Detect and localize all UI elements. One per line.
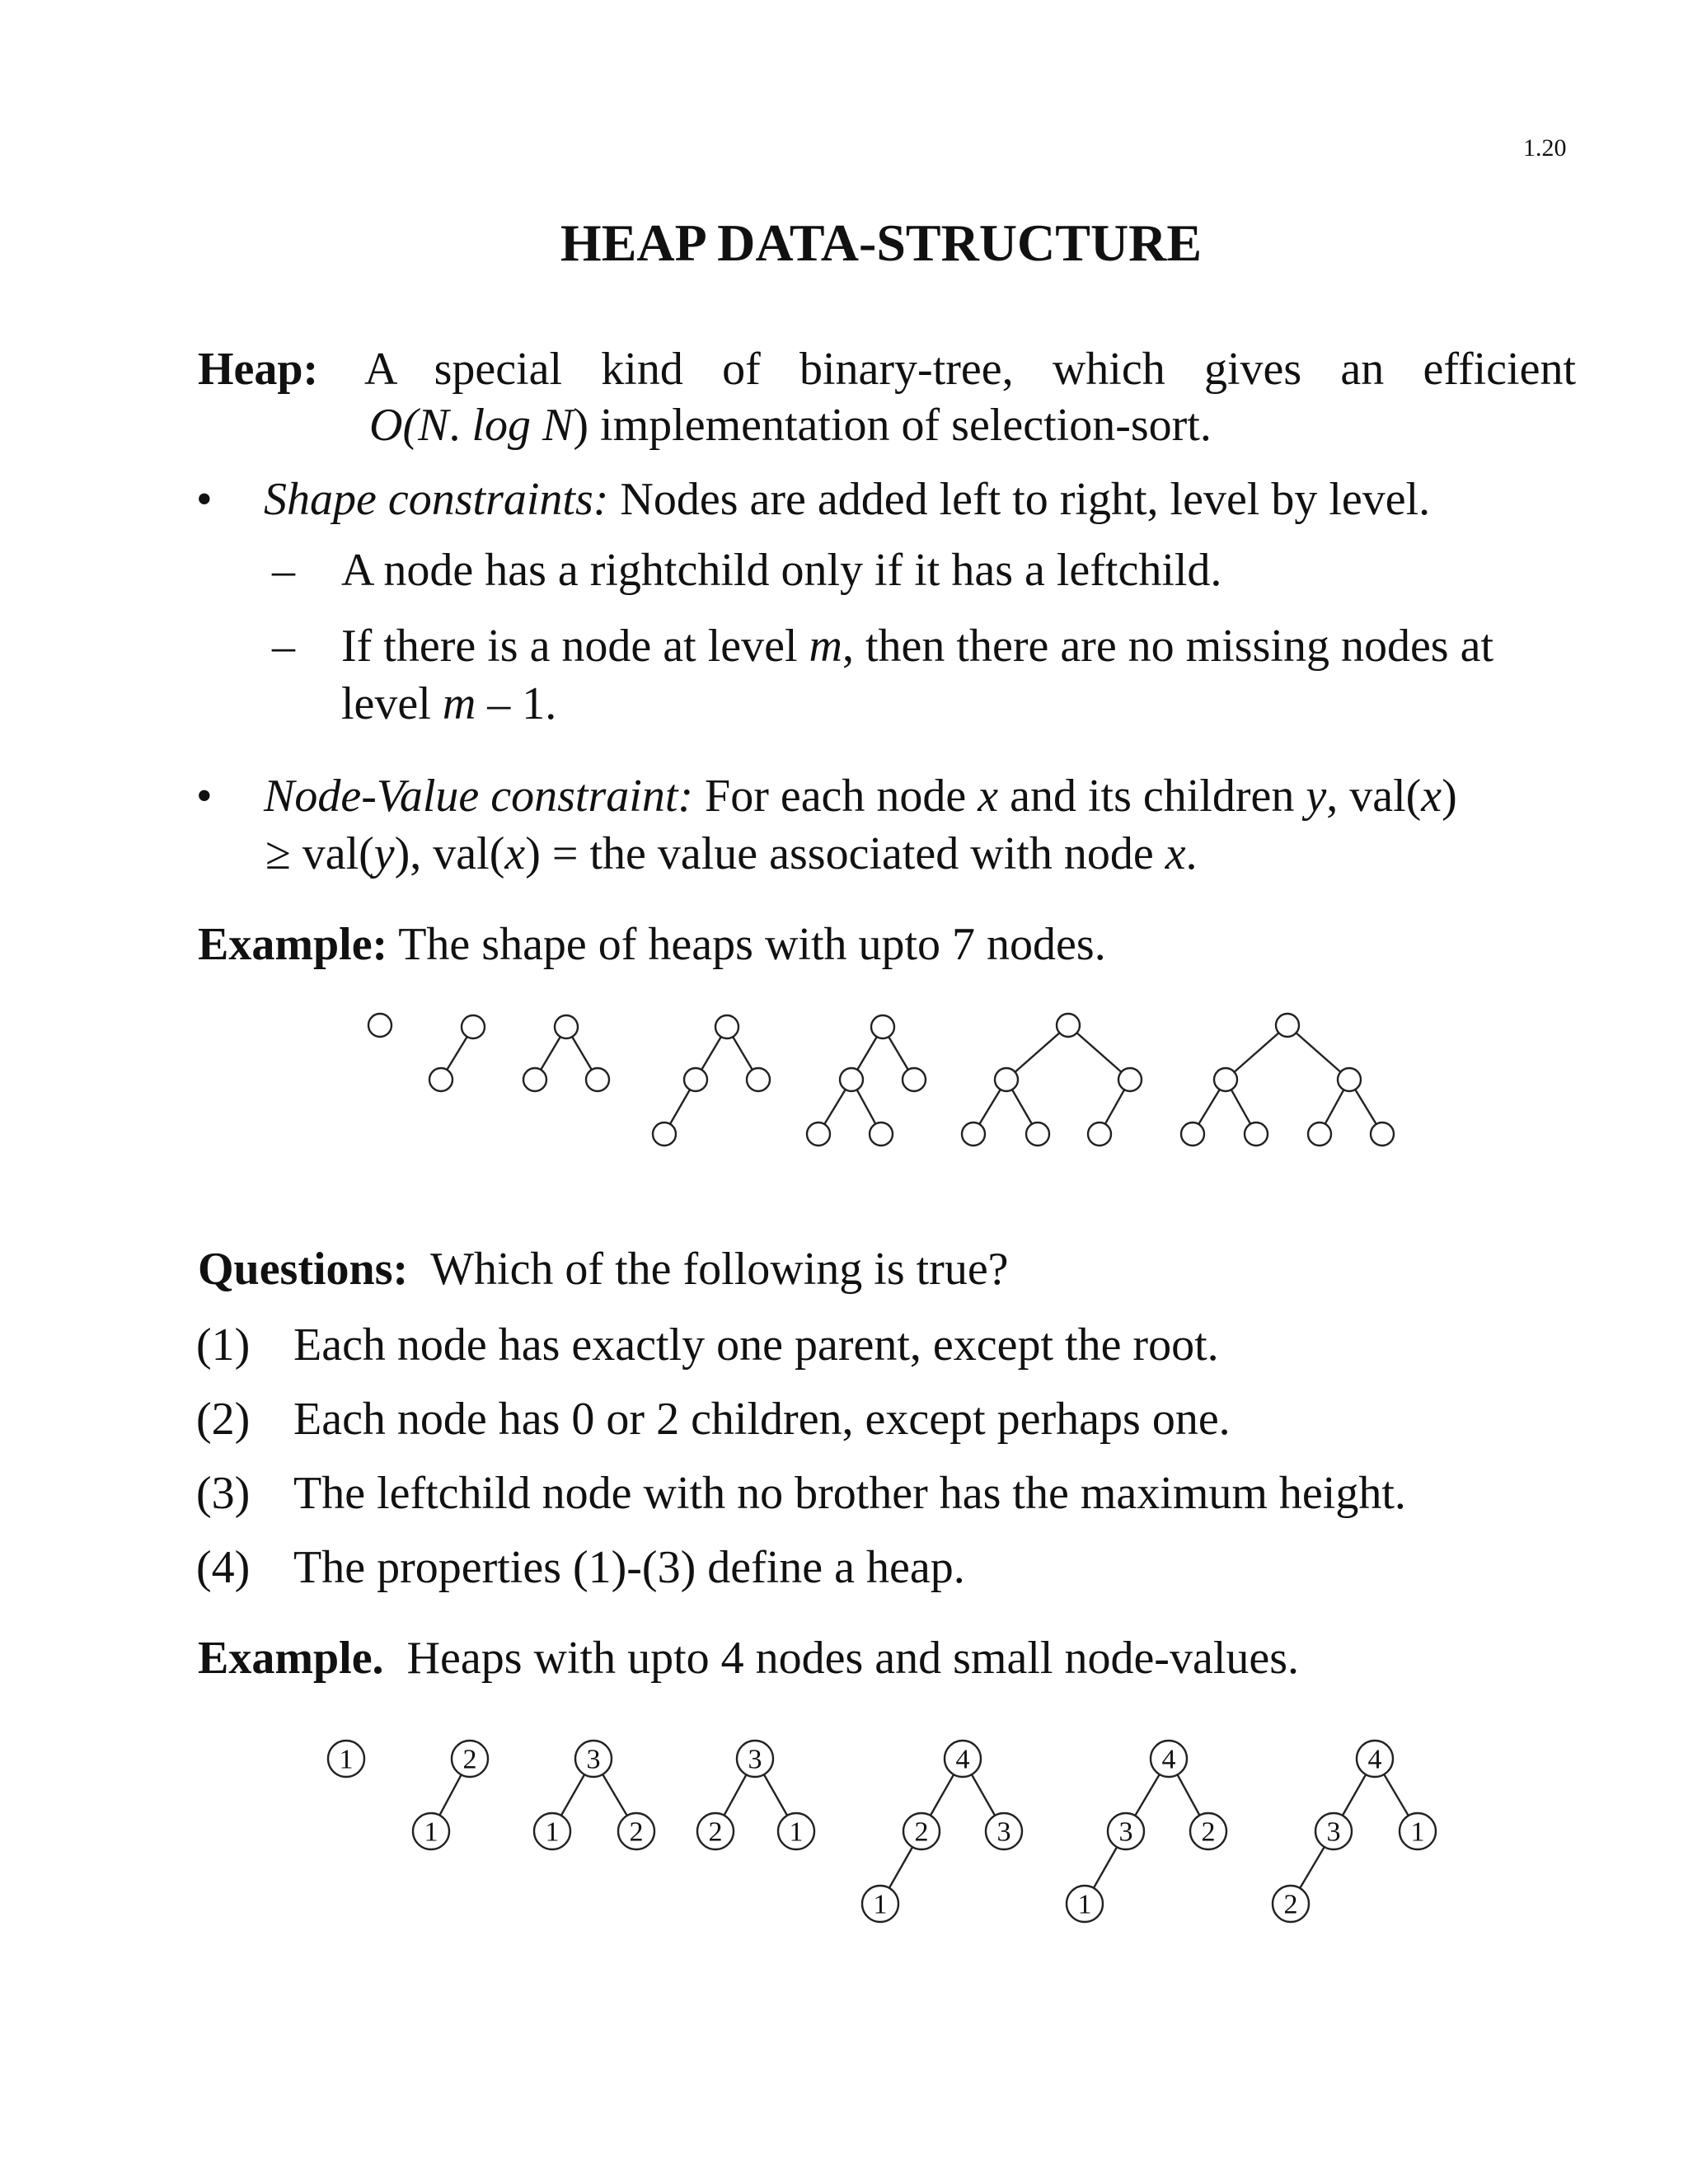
heap-tree bbox=[653, 1015, 770, 1146]
tree-edge bbox=[1135, 1774, 1160, 1816]
bullet: • bbox=[196, 474, 213, 525]
tree-node bbox=[903, 1068, 926, 1091]
heap-tree bbox=[962, 1014, 1142, 1146]
var-y: y bbox=[1306, 771, 1327, 822]
node-value: 1 bbox=[424, 1816, 438, 1848]
node-value: 2 bbox=[708, 1816, 723, 1848]
tree-edge bbox=[439, 1774, 461, 1815]
node-value: 4 bbox=[1367, 1744, 1382, 1775]
tree-node bbox=[715, 1015, 738, 1038]
tree-edge bbox=[733, 1037, 753, 1070]
var-x: x bbox=[1165, 828, 1186, 879]
question-number: (3) bbox=[196, 1468, 251, 1519]
node-value: 2 bbox=[1201, 1816, 1216, 1848]
tree-edge bbox=[1384, 1774, 1409, 1816]
tree-node bbox=[1276, 1014, 1299, 1037]
tree-node bbox=[684, 1068, 707, 1091]
tree-edge bbox=[1235, 1033, 1279, 1072]
tree-edge bbox=[1012, 1090, 1032, 1124]
tree-node bbox=[747, 1068, 770, 1091]
tree-edge bbox=[701, 1037, 721, 1070]
tree-edge bbox=[1296, 1033, 1341, 1072]
var-y: y bbox=[373, 828, 395, 879]
tree-edge bbox=[1325, 1090, 1344, 1123]
tree-node bbox=[1026, 1122, 1049, 1146]
tree-node bbox=[586, 1068, 609, 1091]
example-text: Heaps with upto 4 nodes and small node-values. bbox=[406, 1633, 1300, 1684]
tree-edge bbox=[724, 1774, 747, 1815]
node-value: 3 bbox=[996, 1816, 1011, 1848]
shape-constraints-label: Shape constraints: bbox=[264, 474, 609, 525]
question-number: (4) bbox=[196, 1542, 251, 1593]
text-fragment: For each node bbox=[705, 771, 967, 822]
node-value: 3 bbox=[1326, 1816, 1341, 1848]
text-fragment: – 1. bbox=[487, 678, 557, 729]
page-title: HEAP DATA-STRUCTURE bbox=[560, 213, 1203, 272]
heap-tree bbox=[807, 1015, 926, 1146]
node-value: 2 bbox=[629, 1816, 644, 1848]
node-value: 1 bbox=[339, 1744, 354, 1775]
var-x: x bbox=[504, 828, 526, 879]
node-value: 1 bbox=[873, 1889, 888, 1920]
tree-edge bbox=[603, 1774, 627, 1816]
text-fragment: ), val( bbox=[394, 828, 505, 879]
tree-node bbox=[1088, 1122, 1111, 1146]
node-value: 1 bbox=[545, 1816, 560, 1848]
var-m: m bbox=[442, 678, 476, 729]
question-text: Each node has exactly one parent, except the root. bbox=[293, 1319, 1219, 1371]
tree-edge bbox=[447, 1037, 467, 1070]
heaps-with-values bbox=[328, 1741, 1436, 1922]
node-value: 3 bbox=[586, 1744, 601, 1775]
heap-tree bbox=[413, 1741, 488, 1849]
var-x: x bbox=[1421, 771, 1442, 822]
tree-edge bbox=[1094, 1847, 1117, 1888]
node-value: 4 bbox=[1161, 1744, 1176, 1775]
tree-edge bbox=[1231, 1090, 1250, 1124]
node-value: 4 bbox=[955, 1744, 970, 1775]
bullet: • bbox=[196, 771, 213, 822]
example-text: The shape of heaps with upto 7 nodes. bbox=[398, 919, 1106, 970]
tree-edge bbox=[931, 1774, 954, 1816]
var-x: x bbox=[978, 771, 999, 822]
text-fragment: level bbox=[341, 678, 431, 729]
tree-edge bbox=[1198, 1090, 1219, 1124]
heap-definition-rest: implementation of selection-sort. bbox=[600, 400, 1212, 451]
example-label: Example. bbox=[198, 1633, 384, 1684]
node-value: 1 bbox=[789, 1816, 804, 1848]
tree-node bbox=[368, 1014, 392, 1037]
complexity-close: ) bbox=[573, 400, 589, 451]
question-text: Each node has 0 or 2 children, except perhaps one. bbox=[293, 1394, 1231, 1445]
tree-node bbox=[807, 1122, 830, 1146]
tree-node bbox=[962, 1122, 985, 1146]
heap-tree bbox=[328, 1741, 364, 1777]
tree-edge bbox=[979, 1090, 1000, 1124]
dash: – bbox=[272, 545, 295, 596]
tree-edge bbox=[1077, 1033, 1122, 1072]
heap-tree bbox=[697, 1741, 814, 1849]
text-fragment: , val( bbox=[1326, 771, 1422, 822]
tree-node bbox=[1118, 1068, 1142, 1091]
heap-tree bbox=[1067, 1741, 1226, 1922]
tree-edge bbox=[1015, 1033, 1060, 1072]
tree-edge bbox=[764, 1774, 787, 1816]
tree-node bbox=[555, 1015, 578, 1038]
heap-tree bbox=[534, 1741, 654, 1849]
node-value: 2 bbox=[462, 1744, 477, 1775]
shape-constraints-text: Nodes are added left to right, level by level. bbox=[620, 474, 1431, 525]
tree-edge bbox=[857, 1037, 877, 1070]
tree-edge bbox=[857, 1090, 876, 1123]
tree-edge bbox=[1178, 1774, 1200, 1815]
tree-node bbox=[1308, 1122, 1331, 1146]
tree-edge bbox=[972, 1774, 995, 1816]
tree-edge bbox=[572, 1037, 592, 1070]
tree-edge bbox=[824, 1090, 845, 1124]
tree-edge bbox=[1355, 1090, 1376, 1124]
tree-node bbox=[1181, 1122, 1204, 1146]
tree-edge bbox=[561, 1774, 584, 1816]
node-value: 2 bbox=[1283, 1889, 1298, 1920]
heap-tree bbox=[1181, 1014, 1394, 1146]
heap-tree bbox=[523, 1015, 609, 1091]
page-number: 1.20 bbox=[1523, 134, 1567, 162]
question-text: The properties (1)-(3) define a heap. bbox=[293, 1542, 965, 1593]
tree-node bbox=[1371, 1122, 1394, 1146]
tree-edge bbox=[889, 1037, 908, 1070]
questions-label: Questions: bbox=[198, 1244, 409, 1295]
text-fragment: and its children bbox=[1010, 771, 1295, 822]
example-label: Example: bbox=[198, 919, 388, 970]
heap-tree bbox=[1273, 1741, 1436, 1922]
var-m: m bbox=[809, 621, 842, 672]
heap-label: Heap: bbox=[198, 344, 319, 395]
complexity-n: N bbox=[418, 400, 449, 451]
question-number: (1) bbox=[196, 1319, 251, 1371]
dash: – bbox=[272, 621, 295, 672]
text-fragment: ≥ val( bbox=[265, 828, 374, 879]
text-fragment: . bbox=[1185, 828, 1198, 879]
heap-tree bbox=[862, 1741, 1022, 1922]
tree-node bbox=[840, 1068, 863, 1091]
tree-node bbox=[462, 1015, 485, 1038]
node-value: 3 bbox=[748, 1744, 762, 1775]
heap-definition-line1: A special kind of binary-tree, which gives an efficient bbox=[364, 344, 1576, 395]
tree-edge bbox=[1343, 1774, 1366, 1816]
node-value: 1 bbox=[1077, 1889, 1092, 1920]
tree-node bbox=[429, 1068, 452, 1091]
tree-node bbox=[523, 1068, 546, 1091]
text-fragment: , then there are no missing nodes at bbox=[842, 621, 1493, 672]
node-value: 3 bbox=[1118, 1816, 1133, 1848]
heap-tree bbox=[368, 1014, 392, 1037]
tree-edge bbox=[1300, 1847, 1325, 1888]
node-value-label: Node-Value constraint: bbox=[264, 771, 694, 822]
text-fragment: ) bbox=[1442, 771, 1457, 822]
tree-edge bbox=[1105, 1090, 1124, 1124]
complexity-n2: N bbox=[542, 400, 574, 451]
text-fragment: If there is a node at level bbox=[341, 621, 798, 672]
tree-node bbox=[1245, 1122, 1268, 1146]
tree-node bbox=[871, 1015, 894, 1038]
heap-tree bbox=[429, 1015, 485, 1091]
tree-node bbox=[870, 1122, 893, 1146]
tree-node bbox=[1057, 1014, 1080, 1037]
complexity-log: log bbox=[471, 400, 532, 451]
heap-shapes-upto-7-nodes bbox=[368, 1014, 1394, 1146]
text-fragment: ) = the value associated with node bbox=[525, 828, 1154, 879]
questions-text: Which of the following is true? bbox=[430, 1244, 1009, 1295]
complexity-dot: . bbox=[448, 400, 461, 451]
tree-node bbox=[1338, 1068, 1361, 1091]
tree-edge bbox=[670, 1090, 690, 1124]
tree-node bbox=[653, 1122, 676, 1146]
tree-node bbox=[1214, 1068, 1237, 1091]
complexity-o: O( bbox=[369, 400, 419, 451]
tree-edge bbox=[541, 1037, 560, 1070]
tree-node bbox=[995, 1068, 1018, 1091]
question-text: The leftchild node with no brother has the maximum height. bbox=[293, 1468, 1406, 1519]
node-value: 2 bbox=[914, 1816, 929, 1848]
shape-constraint-item-1: A node has a rightchild only if it has a leftchild. bbox=[341, 545, 1222, 596]
question-number: (2) bbox=[196, 1394, 251, 1445]
node-value: 1 bbox=[1410, 1816, 1425, 1848]
tree-edge bbox=[889, 1847, 912, 1888]
